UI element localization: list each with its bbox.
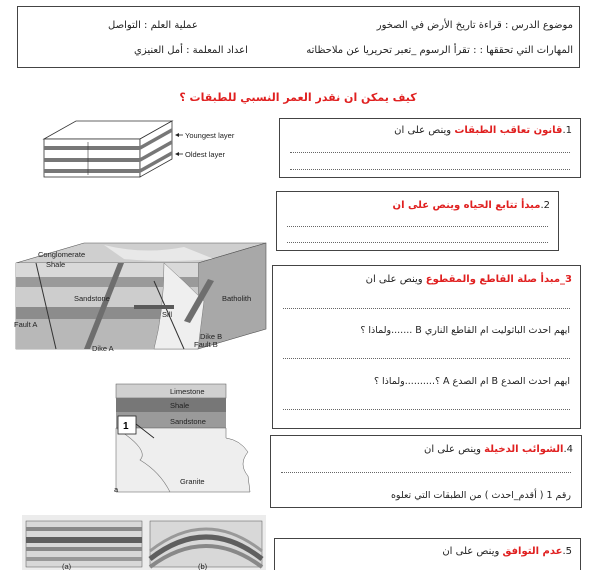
question-2-title: 2.مبدأ تتابع الحياه وينص على ان — [392, 200, 550, 211]
granite-label: Granite — [180, 477, 205, 486]
figure-caption-label: a — [114, 485, 119, 494]
inclusion-number-label: 1 — [123, 421, 129, 432]
skills-text: المهارات التي تحققها : : تقرأ الرسوم _تعبر تحريريا عن ملاحظاته — [306, 45, 573, 56]
question-5-title: 5.عدم التوافق وينص على ان — [442, 546, 572, 557]
question-1-box — [279, 118, 581, 178]
question-3-sub-2: ايهم احدث الصدع B ام الصدع A ؟..........ولماذا ؟ — [373, 376, 570, 387]
sandstone-label: Sandstone — [74, 294, 110, 303]
sandstone-label: Sandstone — [170, 417, 206, 426]
question-3-title: 3_مبدأ صلة القاطع والمقطوع وينص على ان — [365, 274, 572, 285]
question-1-title: 1.قانون تعاقب الطبقات وينص على ان — [394, 125, 572, 136]
dike-b-label: Dike B — [200, 332, 223, 341]
label-a: (a) — [62, 562, 72, 570]
main-question: كيف يمكن ان نقدر العمر النسبي للطبقات ؟ — [179, 91, 417, 104]
lesson-title: موضوع الدرس : قراءة تاريخ الأرض في الصخور — [376, 20, 573, 31]
answer-line[interactable] — [290, 169, 570, 170]
unconformity-figure — [22, 515, 266, 570]
question-3-sub-1: ايهم احدث الباثوليت ام القاطع الناري B .......ولماذا ؟ — [360, 325, 570, 336]
limestone-label: Limestone — [170, 387, 205, 396]
fault-a-label: Fault A — [14, 320, 38, 329]
oldest-layer-label: Oldest layer — [185, 150, 226, 159]
layers-block-figure — [40, 117, 265, 182]
shale-label: Shale — [170, 401, 190, 410]
teacher-name: اعداد المعلمة : أمل العنيزي — [134, 45, 248, 56]
geologic-cross-section-figure — [14, 241, 268, 356]
label-b: (b) — [198, 562, 208, 570]
batholith-label: Batholith — [222, 294, 252, 303]
youngest-layer-label: Youngest layer — [185, 131, 235, 140]
conglomerate-label: Conglomerate — [38, 250, 86, 259]
fault-b-label: Fault B — [194, 340, 218, 349]
question-4-sub: رقم 1 ( أقدم_احدث ) من الطبقات التي تعلوه — [390, 490, 571, 501]
inclusions-column-figure — [110, 380, 262, 495]
question-5-box — [274, 538, 581, 570]
answer-line[interactable] — [290, 152, 570, 153]
shale-label: Shale — [46, 260, 66, 269]
answer-line[interactable] — [283, 358, 570, 359]
sill-label: Sill — [162, 310, 173, 319]
answer-line[interactable] — [283, 409, 570, 410]
answer-line[interactable] — [287, 242, 548, 243]
question-4-box — [270, 435, 582, 508]
lesson-header — [17, 6, 580, 68]
question-4-title: 4.الشوائب الدخيلة وينص على ان — [424, 444, 573, 455]
answer-line[interactable] — [283, 308, 570, 309]
question-3-box — [272, 265, 581, 429]
science-process: عملية العلم : التواصل — [108, 20, 198, 31]
question-2-box — [276, 191, 559, 251]
dike-a-label: Dike A — [92, 344, 114, 353]
answer-line[interactable] — [281, 472, 571, 473]
answer-line[interactable] — [287, 226, 548, 227]
